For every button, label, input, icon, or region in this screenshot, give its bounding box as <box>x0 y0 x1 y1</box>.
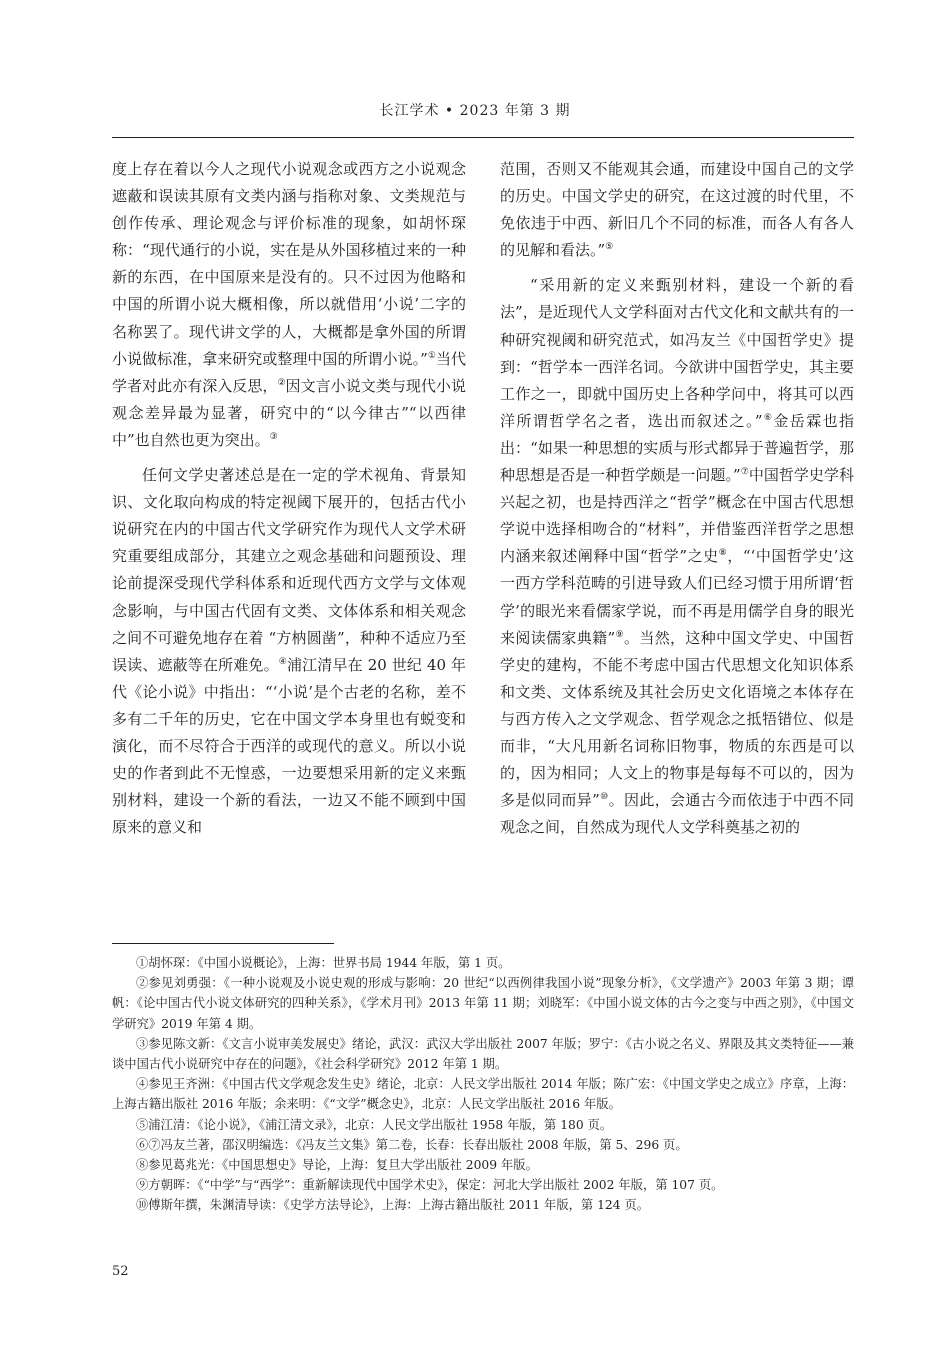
text-run: 中国哲学史学科兴起之初，也是持西洋之“哲学”概念在中国古代思想学说中选择相吻合的“材料”，并借鉴西洋哲学之思想内涵来叙述阐释中国“哲学”之史 <box>500 466 854 566</box>
text-run: 。因此，会通古今而依违于中西不同观念之间，自然成为现代人文学科奠基之初的 <box>500 791 854 837</box>
footnote-6-7: ⑥⑦冯友兰著，邵汉明编选：《冯友兰文集》第二卷，长春：长春出版社 2008 年版，第 5、296 页。 <box>136 1137 688 1152</box>
text-run: 。当然，这种中国文学史、中国哲学史的建构，不能不考虑中国古代思想文化知识体系和文类、文体系统及其社会历史文化语境之本体存在与西方传入之文学观念、哲学观念之抵牾错位、似是而非，“大凡用新名词称旧物事，物质的东西是可以的，因为相同；人文上的物事是每每不可以的，因为多是似同而异” <box>500 628 854 810</box>
footnote-5: ⑤浦江清：《论小说》，《浦江清文录》，北京：人民文学出版社 1958 年版，第 180 页。 <box>136 1117 613 1132</box>
right-column <box>500 156 854 841</box>
footnote-ref[interactable]: ⑨ <box>615 629 624 640</box>
footnote-ref[interactable]: ⑧ <box>718 548 728 559</box>
footnote-ref[interactable]: ⑦ <box>740 467 749 478</box>
right-paragraph-1 <box>500 156 854 264</box>
footnote-1: ①胡怀琛：《中国小说概论》，上海：世界书局 1944 年版，第 1 页。 <box>136 956 511 970</box>
text-run: 当代学者对此亦有深入反思， <box>112 349 466 395</box>
footnotes <box>112 953 854 1216</box>
footnote-ref[interactable]: ⑤ <box>605 242 614 253</box>
footnote-rule <box>112 943 334 944</box>
footnote-ref[interactable]: ② <box>277 377 286 388</box>
footnote-10: ⑩傅斯年撰，朱渊清导读：《史学方法导论》，上海：上海古籍出版社 2011 年版，第 124 页。 <box>136 1198 650 1213</box>
text-run: ，“‘中国哲学史’这一西方学科范畴的引进导致人们已经习惯于用所谓‘哲学’的眼光来看儒家学说，而不再是用儒学自身的眼光来阅读儒家典籍” <box>500 547 854 647</box>
footnote-ref[interactable]: ⑥ <box>762 412 774 423</box>
footnote-3: ③参见陈文新：《文言小说审美发展史》绪论，武汉：武汉大学出版社 2007 年版；罗宁：《古小说之名义、界限及其文类特征——兼谈中国古代小说研究中存在的问题》，《社会科学研究》2012 年第 1 期。 <box>112 1036 854 1072</box>
footnote-2: ②参见刘勇强：《一种小说观及小说史观的形成与影响：20 世纪“以西例律我国小说”现象分析》，《文学遗产》2003 年第 3 期；谭帆：《论中国古代小说文体研究的四种关系》，《学术月刊》2013 年第 11 期；刘晓军：《中国小说文体的古今之变与中西之别》，《中国文学研究》2019 年第 4 期。 <box>112 976 854 1031</box>
text-run: 浦江清早在 20 世纪 40 年代《论小说》中指出：“‘小说’是个古老的名称，差不多有二千年的历史，它在中国文学本身里也有蜕变和演化，而不尽符合于西洋的或现代的意义。所以小说史的作者到此不无惶惑，一边要想采用新的定义来甄别材料，建设一个新的看法，一边又不能不顾到中国原来的意义和 <box>112 655 466 837</box>
left-column <box>112 156 466 841</box>
footnote-4: ④参见王齐洲：《中国古代文学观念发生史》绪论，北京：人民文学出版社 2014 年版；陈广宏：《中国文学史之成立》序章，上海：上海古籍出版社 2016 年版；余来明：《“文学”概念史》，北京：人民文学出版社 2016 年版。 <box>112 1077 854 1112</box>
header-rule <box>112 137 854 138</box>
left-paragraph-2 <box>112 462 466 841</box>
footnote-ref[interactable]: ① <box>427 350 436 361</box>
footnote-ref[interactable]: ⑩ <box>599 792 609 803</box>
footnote-ref[interactable]: ④ <box>278 656 287 667</box>
page-number: 52 <box>112 1264 129 1279</box>
text-run: 度上存在着以今人之现代小说观念或西方之小说观念遮蔽和误读其原有文类内涵与指称对象、文类规范与创作传承、理论观念与评价标准的现象，如胡怀琛称：“现代通行的小说，实在是从外国移植过来的一种新的东西，在中国原来是没有的。只不过因为他略和中国的所谓小说大概相像，所以就借用‘小说’二字的名称罢了。现代讲文学的人，大概都是拿外国的所谓小说做标准，拿来研究或整理中国的所谓小说。” <box>112 160 466 368</box>
footnote-8: ⑧参见葛兆光：《中国思想史》导论，上海：复旦大学出版社 2009 年版。 <box>136 1158 538 1173</box>
text-run: “采用新的定义来甄别材料，建设一个新的看法”，是近现代人文学科面对古代文化和文献共有的一种研究视阈和研究范式，如冯友兰《中国哲学史》提到：“哲学本一西洋名词。今欲讲中国哲学史，其主要工作之一，即就中国历史上各种学问中，将其可以西洋所谓哲学名之者，选出而叙述之。” <box>500 276 854 430</box>
text-run: 范围，否则又不能观其会通，而建设中国自己的文学的历史。中国文学史的研究，在这过渡的时代里，不免依违于中西、新旧几个不同的标准，而各人有各人的见解和看法。” <box>500 160 854 260</box>
footnote-ref[interactable]: ③ <box>269 431 278 442</box>
text-run: 任何文学史著述总是在一定的学术视角、背景知识、文化取向构成的特定视阈下展开的，包括古代小说研究在内的中国古代文学研究作为现代人文学术研究重要组成部分，其建立之观念基础和问题预设、理论前提深受现代学科体系和近现代西方文学与文体观念影响，与中国古代固有文类、文体体系和相关观念之间不可避免地存在着 “方枘圆凿”，种种不适应乃至误读、遮蔽等在所难免。 <box>112 466 466 674</box>
running-header: 长江学术 • 2023 年第 3 期 <box>379 103 571 119</box>
text-run: 金岳霖也指出：“如果一种思想的实质与形式都异于普遍哲学，那种思想是否是一种哲学颇是一问题。” <box>500 411 854 485</box>
text-run: 因文言小说文类与现代小说观念差异最为显著，研究中的“以今律古”“以西律中”也自然也更为突出。 <box>112 376 466 449</box>
footnote-9: ⑨方朝晖：《“中学”与“西学”：重新解读现代中国学术史》，保定：河北大学出版社 2002 年版，第 107 页。 <box>136 1178 724 1193</box>
right-paragraph-2 <box>500 272 854 841</box>
left-paragraph-1 <box>112 156 466 454</box>
